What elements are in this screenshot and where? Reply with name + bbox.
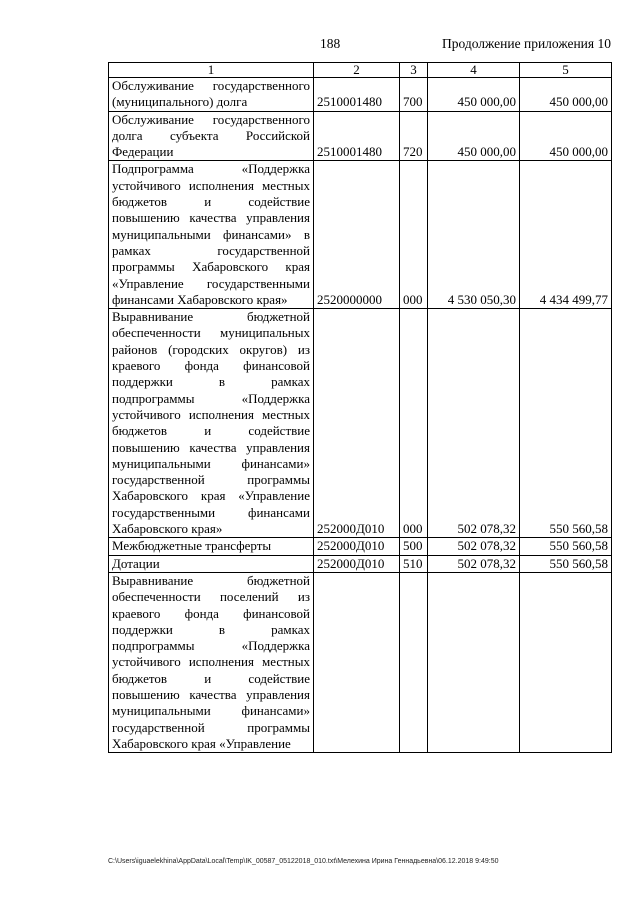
budget-table (108, 62, 612, 753)
table-row (109, 309, 612, 538)
column-header-1: 1 (109, 63, 314, 78)
row-sum-year-1 (428, 572, 520, 752)
table-header-row (109, 63, 612, 78)
appendix-continuation-label: Продолжение приложения 10 (441, 36, 611, 51)
row-target-code: 252000Д010 (314, 309, 400, 538)
column-header-2: 2 (314, 63, 400, 78)
row-expense-type: 000 (400, 309, 428, 538)
row-sum-year-1: 4 530 050,30 (428, 161, 520, 309)
row-sum-year-2: 4 434 499,77 (520, 161, 612, 309)
row-sum-year-1: 450 000,00 (428, 78, 520, 112)
column-header-4: 4 (428, 63, 520, 78)
row-name: Обслуживание государственного долга субъекта Российской Федерации (109, 111, 314, 161)
row-name: Выравнивание бюджетной обеспеченности поселений из краевого фонда финансовой поддержки в рамках подпрограммы «Поддержка устойчивого исполнения местных бюджетов и содействие повышению качества управления муниципальными финансами» государственной программы Хабаровского края «Управление (109, 572, 314, 752)
table-row (109, 572, 612, 752)
row-expense-type: 700 (400, 78, 428, 112)
row-target-code: 252000Д010 (314, 555, 400, 572)
row-name: Межбюджетные трансферты (109, 538, 314, 555)
row-target-code: 2510001480 (314, 78, 400, 112)
row-sum-year-1: 502 078,32 (428, 538, 520, 555)
table-row (109, 555, 612, 572)
row-name: Обслуживание государственного (муниципального) долга (109, 78, 314, 112)
page-number: 188 (320, 36, 341, 51)
row-expense-type: 510 (400, 555, 428, 572)
row-sum-year-2: 550 560,58 (520, 309, 612, 538)
row-sum-year-1: 502 078,32 (428, 555, 520, 572)
row-sum-year-2: 450 000,00 (520, 78, 612, 112)
table-row (109, 161, 612, 309)
row-expense-type: 500 (400, 538, 428, 555)
row-target-code: 252000Д010 (314, 538, 400, 555)
row-target-code: 2510001480 (314, 111, 400, 161)
row-sum-year-1: 502 078,32 (428, 309, 520, 538)
row-expense-type (400, 572, 428, 752)
row-name: Подпрограмма «Поддержка устойчивого исполнения местных бюджетов и содействие повышению качества управления муниципальными финансами» в рамках государственной программы Хабаровского края «Управление государственными финансами Хабаровского края» (109, 161, 314, 309)
column-header-3: 3 (400, 63, 428, 78)
row-sum-year-2: 550 560,58 (520, 538, 612, 555)
column-header-5: 5 (520, 63, 612, 78)
row-sum-year-1: 450 000,00 (428, 111, 520, 161)
row-name: Дотации (109, 555, 314, 572)
table-row (109, 111, 612, 161)
table-row (109, 538, 612, 555)
row-expense-type: 000 (400, 161, 428, 309)
row-sum-year-2: 550 560,58 (520, 555, 612, 572)
row-target-code (314, 572, 400, 752)
row-expense-type: 720 (400, 111, 428, 161)
row-sum-year-2 (520, 572, 612, 752)
table-row (109, 78, 612, 112)
row-sum-year-2: 450 000,00 (520, 111, 612, 161)
row-name: Выравнивание бюджетной обеспеченности муниципальных районов (городских округов) из краевого фонда финансовой поддержки в рамках подпрограммы «Поддержка устойчивого исполнения местных бюджетов и содействие повышению качества управления муниципальными финансами» государственной программы Хабаровского края «Управление государственными финансами Хабаровского края» (109, 309, 314, 538)
file-path-footer: C:\Users\iguaelekhina\AppData\Local\Temp\IK_00587_05122018_010.txt\Мелехина Ирина Геннадьевна\06.12.2018 9:49:50 (108, 858, 499, 865)
row-target-code: 2520000000 (314, 161, 400, 309)
